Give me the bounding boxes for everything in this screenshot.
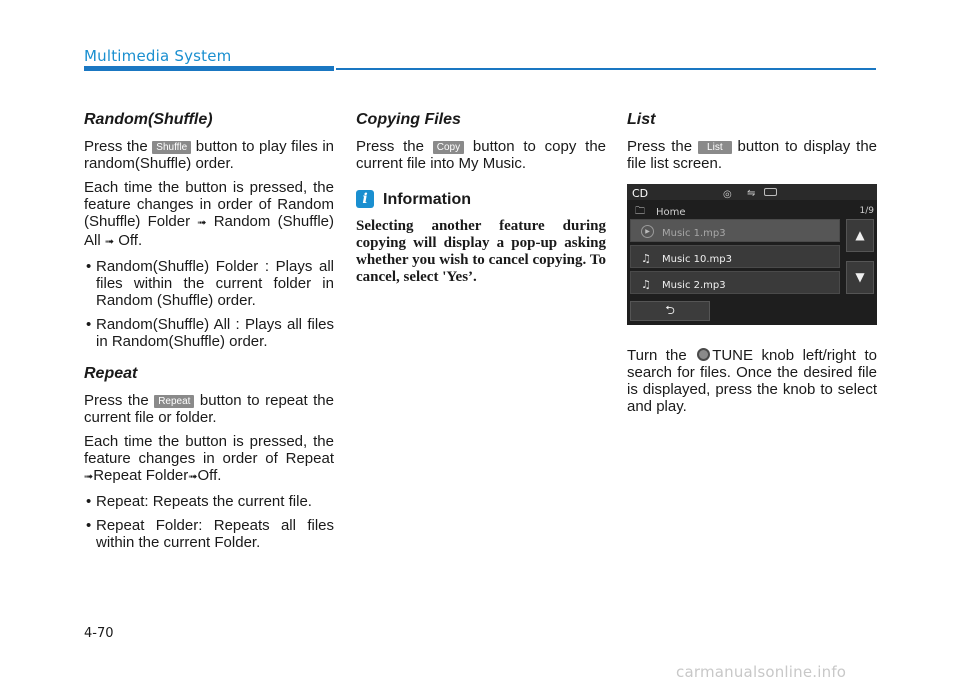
page-indicator: 1/9 [859,206,874,216]
list-paragraph-1: Press the List button to display the file list screen. [627,138,878,172]
section-title: Multimedia System [84,47,232,65]
tune-knob-icon [697,348,710,361]
random-paragraph-1: Press the Shuffle button to play files in random(Shuffle) order. [84,138,335,172]
repeat-paragraph-1: Press the Repeat button to repeat the current file or folder. [84,392,334,426]
heading-random: Random(Shuffle) [84,111,213,128]
random-bullet-list [84,258,334,350]
repeat-bullet-list [84,493,334,551]
list-item[interactable] [630,271,840,294]
list-item[interactable] [630,245,840,268]
music-note-icon: ♫ [641,278,651,291]
bullet-icon: • [86,517,92,534]
battery-icon [764,188,777,196]
repeat-button[interactable]: Repeat [154,395,194,408]
header-bar-thin [336,68,876,70]
copying-paragraph: Press the Copy button to copy the current file into My Music. [356,138,607,172]
list-item: • Random(Shuffle) All : Plays all files in Random(Shuffle) order. [86,316,334,350]
arrow-icon: ➟ [188,471,198,483]
list-item: • Repeat: Repeats the current file. [86,493,312,510]
shuffle-button[interactable]: Shuffle [152,141,191,154]
music-note-icon: ♫ [641,252,651,265]
arrow-icon: ➟ [197,217,207,229]
folder-path[interactable] [630,202,842,218]
arrow-icon: ➟ [84,471,94,483]
information-header [356,190,606,208]
column-middle [356,110,606,286]
information-text: Selecting another feature during copying will display a pop-up asking whether you wish to cancel copying. To cancel, select 'Yes’. [356,218,606,285]
disc-icon: ◎ [723,189,732,200]
file-list-screen [627,184,877,325]
heading-list: List [627,111,656,128]
folder-label: Home [656,207,686,218]
bullet-icon: • [86,316,92,333]
usb-icon: ⇋ [747,188,756,199]
file-name: Music 1.mp3 [662,228,726,239]
bullet-icon: • [86,258,92,275]
random-paragraph-2: Each time the button is pressed, the feature changes in order of Random (Shuffle) Folder ➟ Random (Shuffle) All ➟ Off. [84,179,334,249]
bullet-icon: • [86,493,92,510]
back-button[interactable]: ⮌ [630,301,710,321]
information-title: Information [383,190,471,208]
page-number: 4-70 [84,626,114,641]
header-bar-thick [84,66,334,71]
heading-copying: Copying Files [356,111,461,128]
list-item: • Random(Shuffle) Folder : Plays all files within the current folder in Random (Shuffle) order. [86,258,334,309]
arrow-icon: ➟ [104,236,115,248]
list-button[interactable]: List [698,141,732,154]
list-item[interactable] [630,219,840,242]
scroll-up-button[interactable]: ▲ [846,219,874,252]
scroll-down-button[interactable]: ▼ [846,261,874,294]
folder-icon: 🗀 [635,206,645,217]
list-paragraph-2: Turn the TUNE knob left/right to search for files. Once the desired file is displayed, press the knob to select and play. [627,347,877,415]
list-item: • Repeat Folder: Repeats all files within the current Folder. [86,517,334,551]
file-name: Music 10.mp3 [662,254,732,265]
play-icon: ▶ [641,225,654,238]
info-icon: i [356,190,374,208]
column-right [627,110,877,422]
copy-button[interactable]: Copy [433,141,464,154]
watermark: carmanualsonline.info [676,663,847,681]
column-left [84,110,334,558]
repeat-paragraph-2: Each time the button is pressed, the feature changes in order of Repeat ➟Repeat Folder➟Off. [84,433,334,484]
file-name: Music 2.mp3 [662,280,726,291]
source-label: CD [632,187,649,200]
heading-repeat: Repeat [84,365,138,382]
